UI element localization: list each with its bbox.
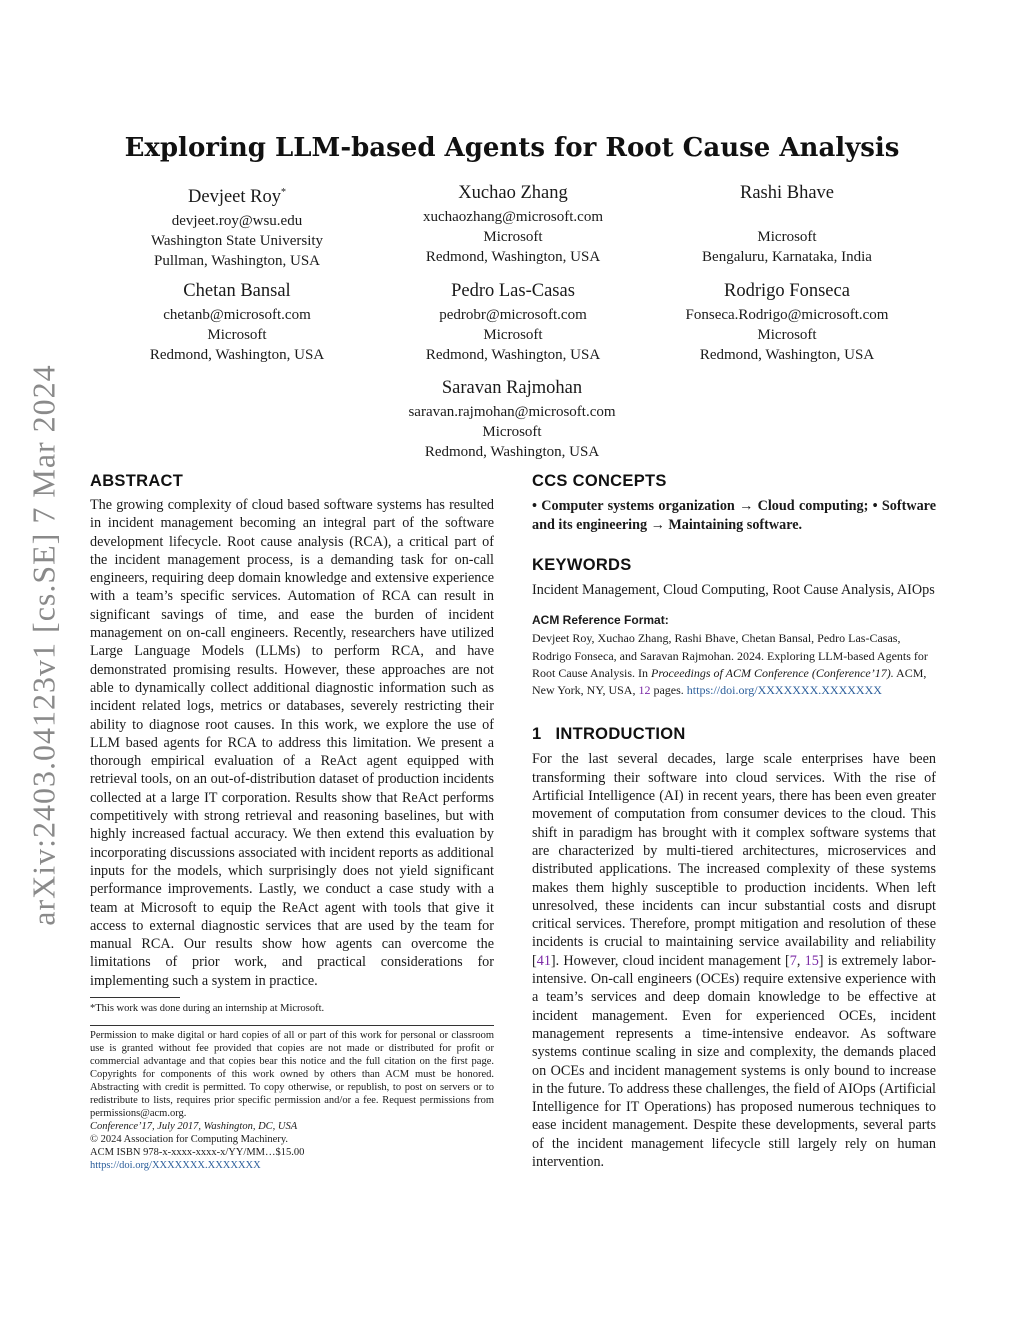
acm-reference-authors: Devjeet Roy, Xuchao Zhang, Rashi Bhave, Chetan Bansal, Pedro Las-Casas, Rodrigo Fonseca, and Saravan Rajmohan. 2024. Exploring LLM-based Agents for Root Cause Analysis. In (532, 631, 928, 680)
doi-link[interactable]: https://doi.org/XXXXXXX.XXXXXXX (90, 1160, 261, 1172)
acm-reference-pages[interactable]: 12 (638, 683, 651, 698)
permission-divider (90, 1025, 494, 1026)
author-block (87, 181, 387, 271)
author-block (363, 181, 663, 267)
author-name: Xuchao Zhang (458, 183, 568, 203)
citation-link[interactable]: 15 (804, 952, 819, 969)
author-affiliation: Microsoft (757, 229, 817, 245)
intro-text-part: ]. However, cloud incident management [ (550, 952, 790, 969)
right-column (532, 472, 936, 1171)
keywords-text: Incident Management, Cloud Computing, Root Cause Analysis, AIOps (532, 582, 935, 598)
author-footnote: *This work was done during an internship at Microsoft. (90, 1003, 325, 1015)
author-affiliation: Microsoft (483, 229, 543, 245)
abstract-heading: ABSTRACT (90, 472, 184, 490)
author-block (87, 279, 387, 365)
author-block (637, 181, 937, 267)
author-footnote-mark: * (281, 187, 286, 198)
introduction-text (532, 750, 936, 1171)
ccs-text: • Computer systems organization → Cloud computing; • Software and its engineering → Maintaining software. (532, 498, 936, 533)
author-block (363, 279, 663, 365)
abstract-text: The growing complexity of cloud based software systems has resulted in incident management becoming an integral part of the software development lifecycle. Root cause analysis (RCA), a critical part of the incident management process, is a demanding task for on-call engineers, requiring deep domain knowledge and extensive experience with a team’s specific services. Automation of RCA can result in significant savings of time, and ease the burden of incident management on on-call engineers. Recently, researchers have utilized Large Language Models (LLMs) to perform RCA, and have demonstrated promising results. However, these approaches are not able to dynamically collect additional diagnostic information such as incident related logs, metrics or databases, severely restricting their ability to diagnose root causes. In this work, we explore the use of LLM based agents for RCA to address this limitation. We present a thorough empirical evaluation of a ReAct agent equipped with retrieval tools, on an out-of-distribution dataset of production incidents collected at a large IT corporation. Results show that ReAct performs competitively with strong retrieval and reasoning baselines, but with highly increased factual accuracy. We then extend this evaluation by incorporating discussions associated with incident reports as additional inputs for the models, which surprisingly does not yield significant performance improvements. Lastly, we conduct a case study with a team at Microsoft to equip the ReAct agent with tools that give it access to external diagnostic services that are used by the team for manual RCA. Our results show how agents can overcome the limitations of prior work, and practical considerations for implementing such a system in practice. (90, 497, 494, 989)
author-email: chetanb@microsoft.com (163, 307, 311, 323)
introduction-heading (532, 725, 936, 744)
section-number: 1 (532, 725, 542, 744)
author-affiliation: Microsoft (757, 327, 817, 343)
author-block (362, 376, 662, 462)
author-location: Redmond, Washington, USA (424, 444, 600, 460)
citation-link[interactable]: 41 (536, 952, 551, 969)
author-email: Fonseca.Rodrigo@microsoft.com (685, 307, 889, 323)
citation-separator: , (796, 952, 805, 969)
footnote-divider (90, 997, 180, 998)
author-name: Pedro Las-Casas (451, 281, 575, 301)
author-location: Redmond, Washington, USA (425, 347, 601, 363)
author-affiliation: Washington State University (150, 233, 324, 250)
author-location: Redmond, Washington, USA (425, 249, 601, 265)
author-affiliation: Microsoft (482, 424, 542, 440)
citation-link[interactable]: 7 (789, 952, 797, 969)
left-column (90, 472, 494, 1172)
acm-reference-doi-link[interactable]: https://doi.org/XXXXXXX.XXXXXXX (686, 683, 882, 698)
ccs-heading: CCS CONCEPTS (532, 472, 667, 490)
author-email: saravan.rajmohan@microsoft.com (408, 404, 616, 420)
copyright-line: © 2024 Association for Computing Machinery. (90, 1134, 289, 1146)
author-name: Rodrigo Fonseca (724, 281, 850, 301)
author-name: Chetan Bansal (183, 281, 291, 301)
author-affiliation: Microsoft (483, 327, 543, 343)
arxiv-sidebar (0, 0, 80, 1325)
section-title: INTRODUCTION (555, 725, 686, 744)
intro-text-part: ] is extremely labor-intensive. On-call engineers (OCEs) require extensive experience with a team’s services and deep domain knowledge to be effective at incident management. Even for experienced OCEs, incident management represents a time-intensive endeavor. As software systems continue scaling in size and complexity, the demands placed on OCEs and incident management systems is only bound to increase in the future. To address these challenges, the field of AIOps (Artificial Intelligence for IT Operations) has proposed numerous techniques to ease incident management. Despite these developments, several parts of the incident management lifecycle still largely rely on human intervention. (532, 952, 936, 1171)
acm-reference-pages-suffix: pages. (650, 683, 687, 698)
author-name: Devjeet Roy (188, 187, 281, 208)
permission-notice: Permission to make digital or hard copies of all or part of this work for personal or classroom use is granted without fee provided that copies are not made or distributed for profit or commercial advantage and that copies bear this notice and the full citation on the first page. Copyrights for components of this work owned by others than ACM must be honored. Abstracting with credit is permitted. To copy otherwise, or republish, to post on servers or to redistribute to lists, requires prior specific permission and/or a fee. Request permissions from permissions@acm.org. (90, 1030, 494, 1120)
isbn-line: ACM ISBN 978-x-xxxx-xxxx-x/YY/MM…$15.00 (90, 1147, 305, 1159)
keywords-heading: KEYWORDS (532, 556, 632, 574)
author-location: Redmond, Washington, USA (699, 347, 875, 363)
author-email: pedrobr@microsoft.com (439, 307, 587, 323)
author-email-empty (637, 207, 937, 227)
paper-title: Exploring LLM-based Agents for Root Cause Analysis (124, 133, 900, 163)
author-location: Pullman, Washington, USA (153, 253, 321, 270)
author-location: Bengaluru, Karnataka, India (702, 249, 872, 265)
intro-text-part: For the last several decades, large scale enterprises have been transforming their software into cloud services. With the rise of Artificial Intelligence (AI) in recent years, there has been even greater movement of computation from consumer devices to the cloud. This shift in paradigm has brought with it complex software systems that are characterized by multi-tiered architectures, microservices and distributed applications. The increased complexity of these systems makes them highly susceptible to production incidents. When left unresolved, these incidents can incur substantial costs and disrupt critical services. Therefore, prompt mitigation and resolution of these incidents is crucial to maintaining service availability and reliability [ (532, 751, 936, 969)
author-email: devjeet.roy@wsu.edu (171, 213, 303, 230)
acm-reference-publisher: ACM, New York, NY, USA, (532, 665, 927, 698)
author-affiliation: Microsoft (207, 327, 267, 343)
author-email: xuchaozhang@microsoft.com (422, 209, 603, 225)
author-block (637, 279, 937, 365)
author-name: Rashi Bhave (739, 183, 835, 203)
author-location: Redmond, Washington, USA (149, 347, 325, 363)
conference-info: Conference’17, July 2017, Washington, DC, USA (90, 1121, 298, 1133)
author-name: Saravan Rajmohan (441, 378, 583, 398)
acm-reference-heading: ACM Reference Format: (532, 613, 669, 628)
acm-reference-venue: Proceedings of ACM Conference (Conference’17). (651, 665, 894, 680)
acm-reference-text (532, 630, 936, 699)
arxiv-identifier: arXiv:2403.04123v1 [cs.SE] 7 Mar 2024 (25, 364, 62, 926)
